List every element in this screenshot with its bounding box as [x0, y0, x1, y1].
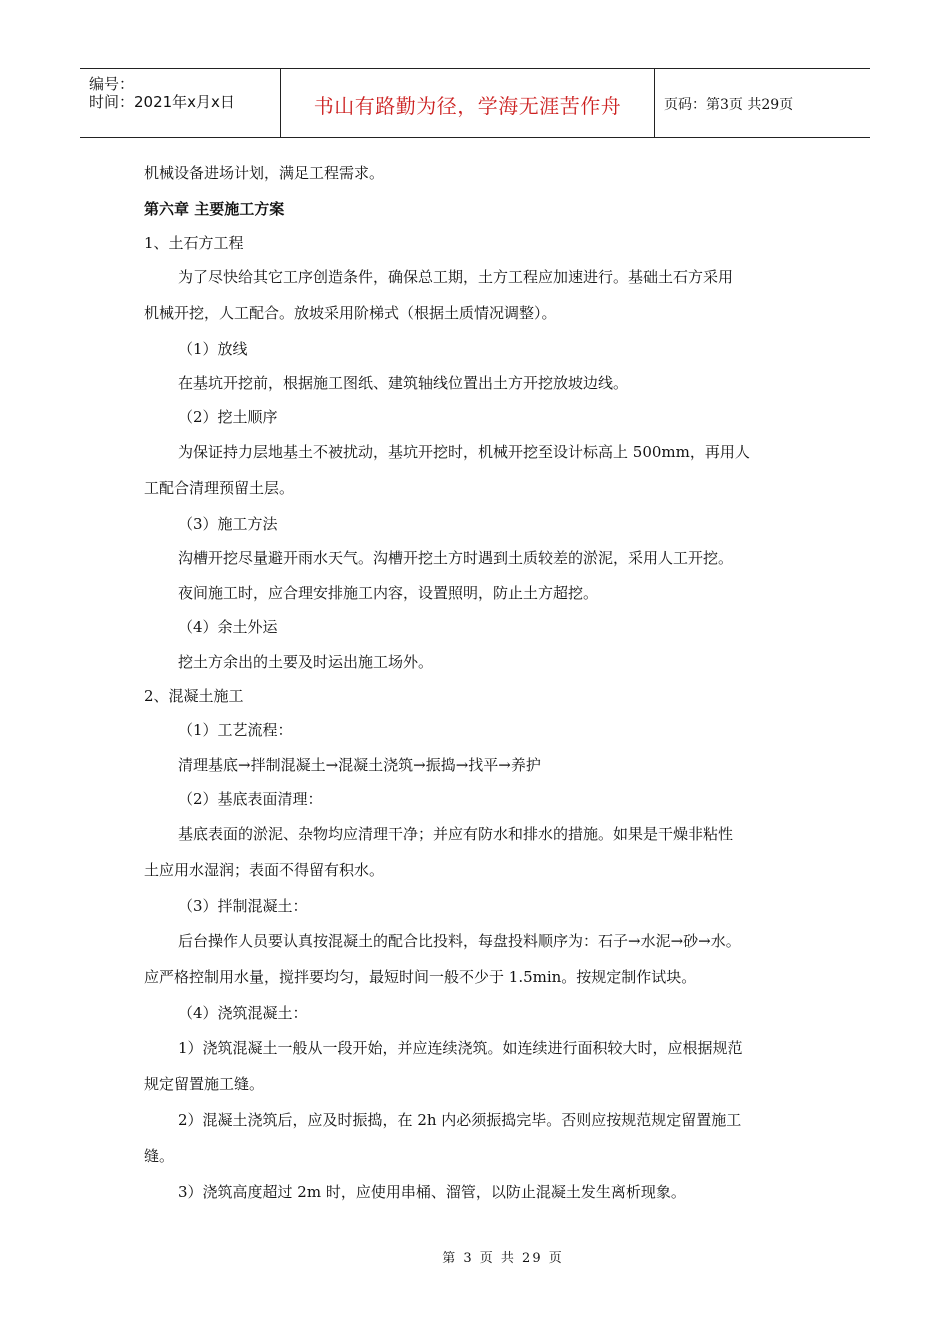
header-page-cell — [655, 69, 870, 137]
body-paragraph: 挖土方余出的土要及时运出施工场外。 — [178, 653, 434, 671]
document-date-label: 时间：2021年x月x日 — [89, 93, 235, 111]
body-paragraph: 沟槽开挖尽量避开雨水天气。沟槽开挖土方时遇到土质较差的淤泥，采用人工开挖。 — [178, 549, 734, 567]
body-paragraph: 清理基底→拌制混凝土→混凝土浇筑→振捣→找平→养护 — [178, 756, 541, 774]
page-footer: 第 3 页 共 29 页 — [442, 1251, 564, 1266]
body-paragraph: 缝。 — [144, 1147, 175, 1165]
body-paragraph: 应严格控制用水量，搅拌要均匀，最短时间一般不少于 1.5min。按规定制作试块。 — [144, 968, 697, 986]
header-meta-cell — [80, 69, 281, 137]
subsection-heading: （2）挖土顺序 — [178, 408, 278, 426]
subsection-heading: （3）拌制混凝土： — [178, 897, 308, 915]
header-page-number: 页码：第3页 共29页 — [664, 97, 794, 113]
body-paragraph: 规定留置施工缝。 — [144, 1075, 265, 1093]
subsection-heading: （2）基底表面清理： — [178, 790, 323, 808]
body-paragraph: 机械设备进场计划，满足工程需求。 — [144, 164, 385, 182]
section-heading: 2、混凝土施工 — [144, 687, 244, 705]
body-paragraph: 在基坑开挖前，根据施工图纸、建筑轴线位置出土方开挖放坡边线。 — [178, 374, 629, 392]
subsection-heading: （4）浇筑混凝土： — [178, 1004, 308, 1022]
body-paragraph: 土应用水湿润；表面不得留有积水。 — [144, 861, 385, 879]
subsection-heading: （4）余土外运 — [178, 618, 278, 636]
header-motto: 书山有路勤为径，学海无涯苦作舟 — [313, 93, 622, 118]
section-heading: 1、土石方工程 — [144, 234, 244, 252]
body-paragraph: 为保证持力层地基土不被扰动，基坑开挖时，机械开挖至设计标高上 500mm，再用人 — [178, 443, 750, 461]
document-number-label: 编号： — [89, 75, 135, 93]
body-paragraph: 基底表面的淤泥、杂物均应清理干净；并应有防水和排水的措施。如果是干燥非粘性 — [178, 825, 734, 843]
body-paragraph: 2）混凝土浇筑后，应及时振捣，在 2h 内必须振捣完毕。否则应按规范规定留置施工 — [178, 1111, 742, 1129]
body-paragraph: 1）浇筑混凝土一般从一段开始，并应连续浇筑。如连续进行面积较大时，应根据规范 — [178, 1039, 743, 1057]
chapter-heading: 第六章 主要施工方案 — [144, 200, 285, 218]
header-motto-cell — [281, 69, 655, 137]
body-paragraph: 后台操作人员要认真按混凝土的配合比投料，每盘投料顺序为：石子→水泥→砂→水。 — [178, 932, 741, 950]
subsection-heading: （1）工艺流程： — [178, 721, 293, 739]
body-paragraph: 3）浇筑高度超过 2m 时，应使用串桶、溜管，以防止混凝土发生离析现象。 — [178, 1183, 686, 1201]
subsection-heading: （3）施工方法 — [178, 515, 278, 533]
body-paragraph: 夜间施工时，应合理安排施工内容，设置照明，防止土方超挖。 — [178, 584, 599, 602]
subsection-heading: （1）放线 — [178, 340, 248, 358]
page-header — [80, 68, 870, 138]
body-paragraph: 为了尽快给其它工序创造条件，确保总工期，土方工程应加速进行。基础土石方采用 — [178, 268, 734, 286]
body-paragraph: 工配合清理预留土层。 — [144, 479, 295, 497]
body-paragraph: 机械开挖，人工配合。放坡采用阶梯式（根据土质情况调整）。 — [144, 304, 557, 322]
